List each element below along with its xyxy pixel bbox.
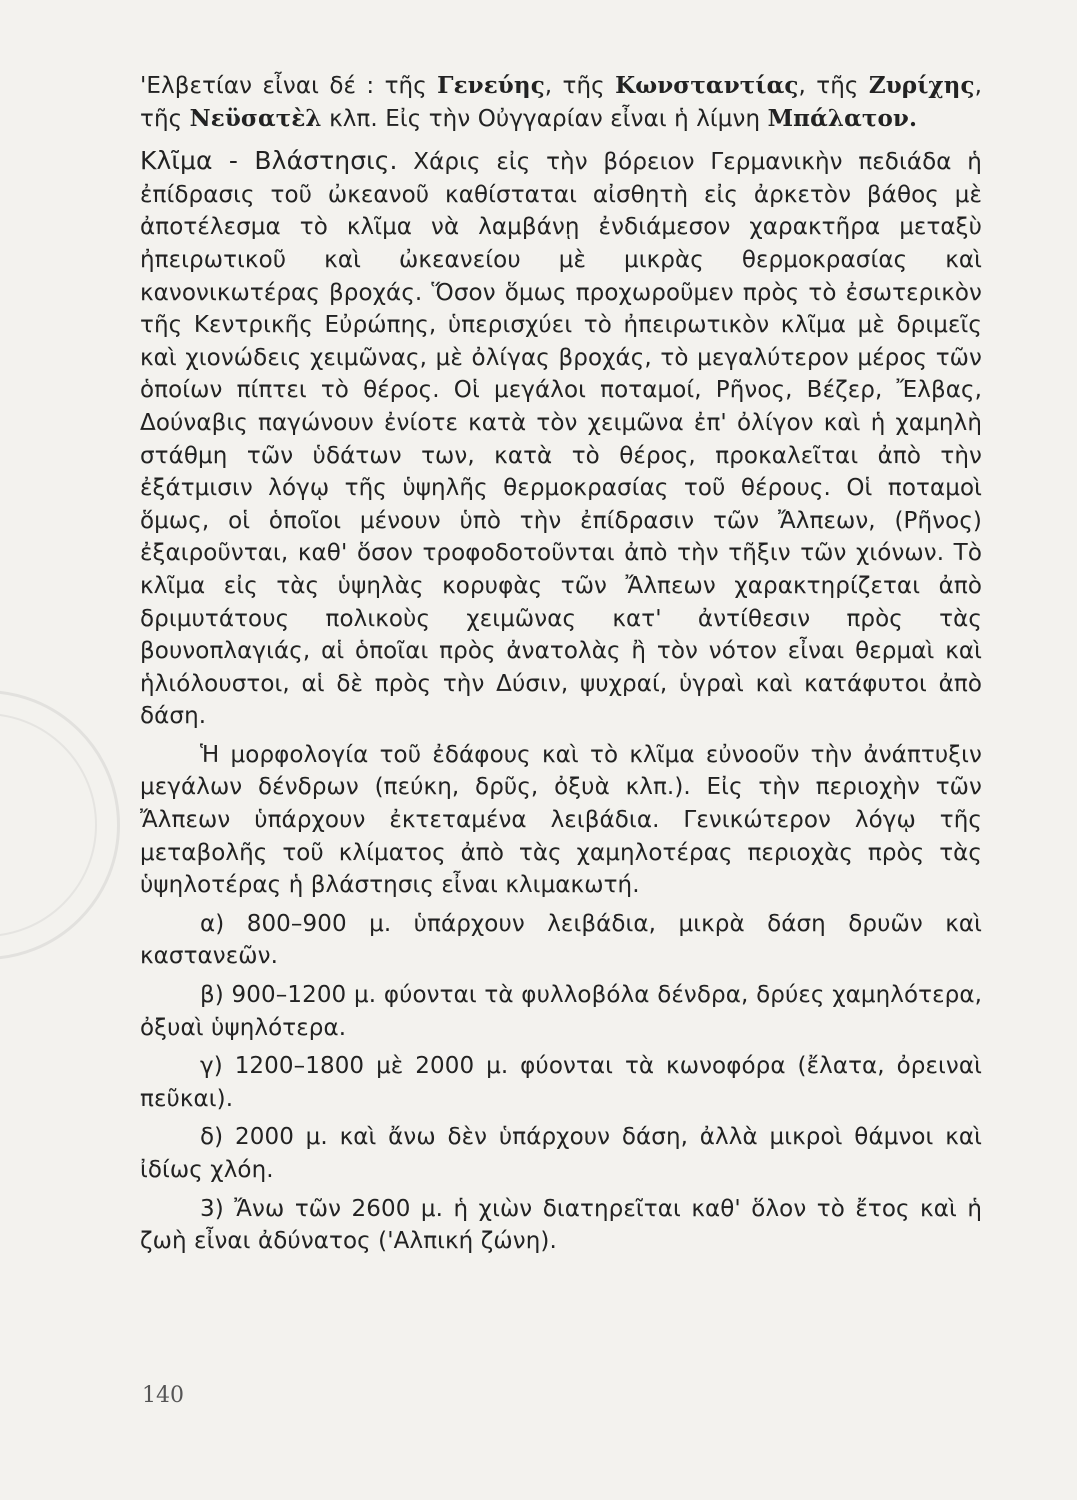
zone-item-d: δ) 2000 μ. καὶ ἄνω δὲν ὑπάρχουν δάση, ἀλλὰ μικροὶ θάμνοι καὶ ἰδίως χλόη.	[140, 1124, 982, 1183]
text-run: κλπ. Εἰς τὴν Οὐγγαρίαν εἶναι ἡ λίμνη	[321, 105, 768, 132]
paragraph-morphology: Ἡ μορφολογία τοῦ ἐδάφους καὶ τὸ κλῖμα εὐνοοῦν τὴν ἀνάπτυξιν μεγάλων δένδρων (πεύκη, δρῦς, ὀξυὰ κλπ.). Εἰς τὴν περιοχὴν τῶν Ἄλπεων ὑπάρχουν ἐκτεταμένα λειβάδια. Γενικώτερον λόγῳ τῆς μεταβολῆς τοῦ κλίματος ἀπὸ τὰς χαμηλοτέρας περιοχὰς πρὸς τὰς ὑψηλοτέρας ἡ βλάστησις εἶναι κλιμακωτή.	[140, 741, 982, 899]
zone-item-a: α) 800–900 μ. ὑπάρχουν λειβάδια, μικρὰ δάση δρυῶν καὶ καστανεῶν.	[140, 910, 982, 970]
city-geneva: Γενεύης	[437, 72, 545, 99]
zone-item-alpine: 3) Ἄνω τῶν 2600 μ. ἡ χιὼν διατηρεῖται καθ' ὅλον τὸ ἔτος καὶ ἡ ζωὴ εἶναι ἀδύνατος ('Αλπική ζώνη).	[140, 1195, 982, 1255]
city-zurich: Ζυρίχης	[868, 72, 975, 99]
page-number: 140	[142, 1383, 184, 1408]
city-konstanz: Κωνσταντίας	[615, 72, 799, 99]
paragraph-switzerland-cities	[140, 70, 982, 135]
text-run: , τῆς	[798, 73, 869, 99]
text-run: , τῆς	[544, 73, 616, 99]
page-body	[140, 70, 982, 1258]
section-heading-climate: Κλῖμα - Βλάστησις.	[140, 146, 398, 176]
climate-text: Χάρις εἰς τὴν βόρειον Γερμανικὴν πεδιάδα ἡ ἐπίδρασις τοῦ ὠκεανοῦ καθίσταται αἰσθητὴ εἰς ἀρκετὸν βάθος μὲ ἀποτέλεσμα τὸ κλῖμα νὰ λαμβάνῃ ἐνδιάμεσον χαρακτῆρα μεταξὺ ἠπειρωτικοῦ καὶ ὠκεανείου μὲ μικρὰς θερμοκρασίας καὶ κανονικωτέρας βροχάς. Ὅσον ὅμως προχωροῦμεν πρὸς τὸ ἐσωτερικὸν τῆς Κεντρικῆς Εὐρώπης, ὑπερισχύει τὸ ἠπειρωτικὸν κλῖμα μὲ δριμεῖς καὶ χιονώδεις χειμῶνας, μὲ ὀλίγας βροχάς, τὸ μεγαλύτερον μέρος τῶν ὁποίων πίπτει τὸ θέρος. Οἱ μεγάλοι ποταμοί, Ρῆνος, Βέζερ, Ἔλβας, Δούναβις παγώνουν ἐνίοτε κατὰ τὸν χειμῶνα ἐπ' ὀλίγον καὶ ἡ χαμηλὴ στάθμη τῶν ὑδάτων των, κατὰ τὸ θέρος, προκαλεῖται ἀπὸ τὴν ἐξάτμισιν λόγῳ τῆς ὑψηλῆς θερμοκρασίας τοῦ θέρους. Οἱ ποταμοὶ ὅμως, οἱ ὁποῖοι μένουν ὑπὸ τὴν ἐπίδρασιν τῶν Ἄλπεων, (Ρῆνος) ἐξαιροῦνται, καθ' ὅσον τροφοδοτοῦνται ἀπὸ τὴν τῆξιν τῶν χιόνων. Τὸ κλῖμα εἰς τὰς ὑψηλὰς κορυφὰς τῶν Ἄλπεων χαρακτηρίζεται ἀπὸ δριμυτάτους πολικοὺς χειμῶνας κατ' ἀντίθεσιν πρὸς τὰς βουνοπλαγιάς, αἱ ὁποῖαι πρὸς ἀνατολὰς ἢ τὸν νότον εἶναι θερμαὶ καὶ ἡλιόλουστοι, αἱ δὲ πρὸς τὴν Δύσιν, ψυχραί, ὑγραὶ καὶ κατάφυτοι ἀπὸ δάση.	[140, 149, 982, 730]
zone-item-c: γ) 1200–1800 μὲ 2000 μ. φύονται τὰ κωνοφόρα (ἔλατα, ὀρειναὶ πεῦκαι).	[140, 1053, 982, 1112]
paragraph-climate	[140, 145, 982, 733]
faded-library-stamp	[0, 690, 120, 960]
text-run: 'Ελβετίαν εἶναι δέ : τῆς	[140, 73, 438, 99]
zone-item-b: β) 900–1200 μ. φύονται τὰ φυλλοβόλα δένδρα, δρύες χαμηλότερα, ὀξυαὶ ὑψηλότερα.	[140, 982, 982, 1041]
text-run: , τῆς	[140, 73, 982, 132]
lake-balaton: Μπάλατον.	[767, 104, 918, 132]
city-neuchatel: Νεϋσατὲλ	[189, 104, 322, 132]
